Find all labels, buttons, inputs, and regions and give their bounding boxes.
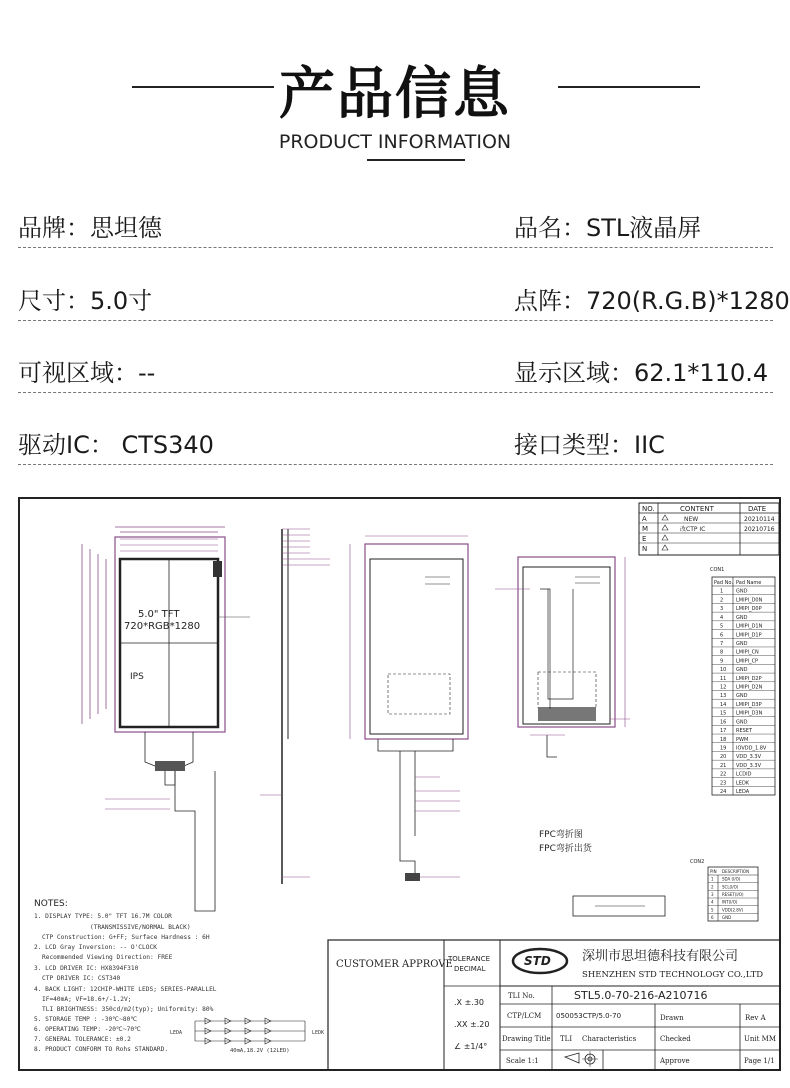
con1-pin-number: 15 (720, 710, 727, 717)
con1-pin-name: LMIPI_D2N (736, 684, 763, 691)
con2-pin-description: GND (722, 915, 732, 920)
note-4b: IF=40mA; VF=18.6+/-1.2V; (42, 996, 132, 1003)
lcd-type-label: IPS (130, 672, 144, 682)
tli-no-label: TLI No. (508, 992, 535, 1000)
con1-pin-name: GND (736, 588, 748, 595)
con1-pin-name: LMIPI_D1P (736, 632, 762, 639)
con1-pin-number: 3 (720, 606, 724, 613)
spec-driver-ic: 驱动IC： CTS340 (18, 431, 214, 459)
rev-header-no: NO. (642, 505, 655, 513)
note-3: 3. LCD DRIVER IC: HX8394F310 (34, 965, 139, 972)
con1-pin-number: 5 (720, 623, 724, 630)
tolerance-angle: ∠ ±1/4° (454, 1042, 488, 1051)
con1-pin-number: 13 (720, 693, 727, 700)
con1-table (710, 567, 775, 795)
spec-product-name: 品名：STL液晶屏 (514, 214, 702, 242)
front-view (82, 527, 250, 911)
company-name-en: SHENZHEN STD TECHNOLOGY CO.,LTD (582, 970, 764, 980)
note-4c: TLI BRIGHTNESS: 350cd/m2(typ); Uniformity: 80% (42, 1006, 214, 1013)
drawn-label: Drawn (660, 1014, 684, 1022)
con1-pin-name: LMIPI_D0N (736, 597, 763, 604)
con1-pin-name: IOVDD_1.8V (736, 745, 767, 752)
note-2: 2. LCD Gray Inversion: -- O'CLOCK (34, 944, 157, 951)
con2-pin-description: RESET(I/O) (722, 892, 744, 897)
con2-pin-description: INT(I/O) (722, 899, 738, 905)
con1-header-pad-name: Pad Name (736, 580, 762, 586)
spec-brand: 品牌：思坦德 (18, 214, 162, 242)
con1-pin-name: LEDA (736, 789, 750, 795)
con1-pin-number: 22 (720, 771, 727, 778)
scale-label: Scale 1:1 (506, 1057, 539, 1065)
spec-row-3 (18, 353, 773, 393)
note-6: 6. OPERATING TEMP: -20℃~70℃ (34, 1026, 142, 1033)
notes-block (34, 899, 324, 1054)
tli-number: STL5.0-70-216-A210716 (574, 989, 708, 1002)
con1-pin-number: 16 (720, 719, 727, 726)
con1-pin-name: LMIPI_D3N (736, 710, 763, 717)
rev-header-content: CONTENT (680, 505, 714, 513)
spec-size: 尺寸：5.0寸 (18, 287, 153, 315)
unit-label: Unit MM (744, 1035, 777, 1043)
tolerance-xx: .XX ±.20 (454, 1020, 490, 1029)
con1-pin-number: 4 (720, 614, 724, 621)
rev-label: Rev A (745, 1014, 766, 1022)
section-heading (0, 50, 790, 127)
led-circuit (170, 1018, 324, 1054)
con1-pin-number: 10 (720, 667, 727, 674)
ledk-label: LEDK (312, 1030, 325, 1036)
rev-no-n: N (642, 545, 648, 553)
back-view (350, 536, 468, 881)
con2-pin-number: 1 (711, 876, 714, 882)
con1-pin-name: GND (736, 667, 748, 674)
spec-row-1 (18, 208, 773, 248)
side-view (260, 529, 330, 884)
leda-label: LEDA (170, 1030, 183, 1036)
con1-pin-name: VDD_3.3V (736, 762, 761, 769)
note-2b: Recommended Viewing Direction: FREE (42, 954, 173, 961)
characteristics-label: Characteristics (582, 1035, 637, 1043)
con1-pin-name: PWM (736, 736, 749, 743)
con1-pin-number: 9 (720, 658, 724, 665)
projection-symbol-icon (565, 1051, 598, 1067)
technical-drawing (18, 497, 781, 1071)
con1-pin-name: VDD_3.3V (736, 754, 761, 761)
con2-pin-number: 6 (711, 915, 714, 920)
con1-pin-name: LCDID (736, 771, 752, 778)
con1-pin-name: GND (736, 693, 748, 700)
con1-pin-number: 2 (720, 597, 724, 604)
drawing-title-label: Drawing Title (502, 1035, 551, 1043)
led-caption: 40mA,18.2V (12LED) (230, 1048, 290, 1054)
con1-pin-name: LMIPI_CP (736, 658, 759, 665)
con1-pin-number: 11 (720, 675, 727, 682)
con1-pin-name: GND (736, 640, 748, 647)
rev-triangle-icons (662, 515, 668, 550)
heading-title-en: PRODUCT INFORMATION (278, 131, 512, 153)
lcd-size-label: 5.0" TFT (138, 609, 180, 620)
rev-date-a: 20210114 (744, 516, 775, 523)
con1-pin-number: 14 (720, 701, 727, 708)
heading-title-cn: 产品信息 (279, 62, 511, 127)
note-7: 7. GENERAL TOLERANCE: ±0.2 (34, 1036, 131, 1043)
con1-pin-number: 18 (720, 736, 727, 743)
note-1: 1. DISPLAY TYPE: 5.0" TFT 16.7M COLOR (34, 913, 172, 920)
drawing-canvas (20, 499, 781, 1071)
spec-viewing-area: 可视区域：-- (18, 359, 156, 387)
fpc-note-bend: FPC弯折图 (539, 830, 583, 840)
rev-content-m: 改CTP IC (680, 526, 706, 533)
rev-header-date: DATE (748, 505, 767, 513)
con1-pin-number: 17 (720, 728, 727, 735)
tolerance-x: .X ±.30 (454, 998, 484, 1007)
con1-pin-name: GND (736, 719, 748, 726)
con1-pin-number: 20 (720, 754, 727, 761)
note-5: 5. STORAGE TEMP : -30℃~80℃ (34, 1016, 138, 1023)
con1-pin-number: 19 (720, 745, 727, 752)
con1-pin-number: 7 (720, 640, 724, 647)
con2-header-description: DESCRIPTION (722, 869, 750, 874)
con2-pin-description: VDD(2.8V) (722, 907, 744, 913)
rev-content-a: NEW (684, 516, 699, 523)
fpc-bent-view (495, 557, 630, 854)
con1-pin-number: 12 (720, 684, 727, 691)
con1-title: CON1 (710, 567, 725, 573)
decimal-label: DECIMAL (454, 965, 486, 973)
customer-approve-label: CUSTOMER APPROVE (336, 959, 453, 970)
con1-pin-name: LMIPI_D2P (736, 675, 762, 682)
rev-no-a: A (642, 515, 647, 523)
con2-pin-number: 4 (711, 899, 714, 905)
spec-row-2 (18, 281, 790, 321)
con2-pin-number: 2 (711, 884, 714, 890)
con2-header-pin: PIN (710, 869, 717, 874)
con2-pin-number: 3 (711, 892, 714, 897)
spec-resolution: 点阵：720(R.G.B)*1280 (514, 287, 790, 315)
rev-no-e: E (642, 535, 647, 543)
rev-date-m: 20210716 (744, 526, 775, 533)
fpc-note-ship: FPC弯折出货 (539, 844, 592, 854)
con1-pin-name: LMIPI_CN (736, 649, 759, 656)
tolerance-label: TOLERANCE (448, 955, 491, 963)
std-logo-text: STD (524, 954, 551, 968)
notes-title: NOTES: (34, 899, 68, 909)
ctp-lcm-value: 050053CTP/5.0-70 (556, 1012, 622, 1020)
spec-display-area: 显示区域：62.1*110.4 (514, 359, 769, 387)
checked-label: Checked (660, 1035, 691, 1043)
ctp-lcm-label: CTP/LCM (507, 1012, 542, 1020)
note-1c: CTP Construction: G+FF; Surface Hardness : 6H (42, 934, 210, 941)
rev-no-m: M (642, 525, 649, 533)
con2-title: CON2 (690, 859, 705, 865)
con1-pin-name: LMIPI_D3P (736, 701, 762, 708)
con1-pin-name: GND (736, 614, 748, 621)
spec-interface: 接口类型：IIC (514, 431, 665, 459)
con1-pin-number: 24 (720, 789, 727, 795)
con1-pin-number: 8 (720, 649, 724, 656)
con1-pin-name: RESET (736, 728, 753, 735)
heading-underline (367, 159, 465, 161)
lcd-resolution-label: 720*RGB*1280 (124, 621, 201, 632)
note-8: 8. PRODUCT CONFORM TO Rohs STANDARD. (34, 1046, 169, 1053)
con2-pin-number: 5 (711, 907, 714, 913)
con1-pin-name: LMIPI_D1N (736, 623, 763, 630)
con1-pin-number: 1 (720, 588, 724, 595)
revision-table (639, 503, 779, 555)
con1-pin-name: LEDK (736, 780, 750, 787)
tli-label: TLI (560, 1035, 573, 1043)
con2-pin-description: SCL(I/O) (722, 884, 739, 890)
note-3b: CTP DRIVER IC: CST340 (42, 975, 121, 982)
approve-label: Approve (660, 1057, 690, 1065)
con1-pin-number: 6 (720, 632, 724, 639)
con1-header-pad-no: Pad No. (714, 580, 733, 586)
company-name-cn: 深圳市思坦德科技有限公司 (582, 949, 739, 964)
con1-pin-name: LMIPI_D0P (736, 606, 762, 613)
con1-pin-number: 23 (720, 780, 727, 787)
con1-pin-number: 21 (720, 762, 727, 769)
con2-table (573, 859, 758, 921)
spec-row-4 (18, 425, 773, 465)
con2-pin-description: SDA (I/O) (722, 876, 741, 882)
page-label: Page 1/1 (744, 1057, 775, 1065)
note-4: 4. BACK LIGHT: 12CHIP-WHITE LEDS; SERIES-PARALLEL (34, 986, 217, 993)
note-1b: (TRANSMISSIVE/NORMAL BLACK) (90, 924, 191, 931)
title-block (328, 940, 781, 1071)
